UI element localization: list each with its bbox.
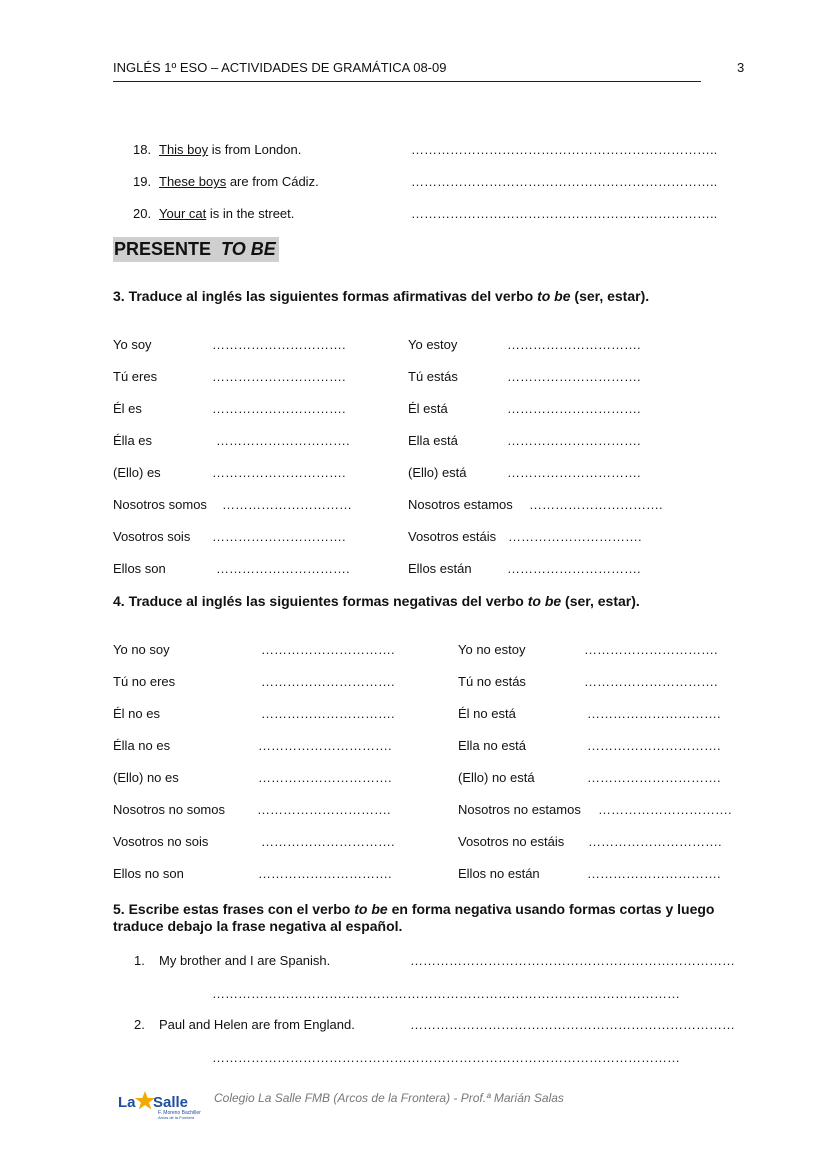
answer-line[interactable]: ………………………… <box>222 497 352 512</box>
prompt-right: Nosotros no estamos <box>458 802 581 817</box>
item-number: 2. <box>134 1017 145 1032</box>
answer-line[interactable]: …………………………. <box>258 738 392 753</box>
prompt-left: Yo no soy <box>113 642 170 657</box>
logo-graphic <box>118 1088 208 1122</box>
heading-text: 5. Escribe estas frases con el verbo <box>113 901 355 917</box>
prompt-left: Nosotros no somos <box>113 802 225 817</box>
underlined-subject: Your cat <box>159 206 207 221</box>
answer-line[interactable]: …………………………. <box>507 401 641 416</box>
sentence-rest: are from Cádiz. <box>226 174 319 189</box>
prompt-left: Él es <box>113 401 142 416</box>
item-sentence <box>159 142 301 157</box>
prompt-left: Tú no eres <box>113 674 176 689</box>
page-header-title: INGLÉS 1º ESO – ACTIVIDADES DE GRAMÁTICA 08-09 <box>113 60 447 75</box>
answer-line[interactable]: …………………………. <box>507 561 641 576</box>
item-sentence: My brother and I are Spanish. <box>159 953 331 968</box>
prompt-left: (Ello) es <box>113 465 161 480</box>
underlined-subject: This boy <box>159 142 209 157</box>
prompt-right: Ellos están <box>408 561 472 576</box>
answer-line[interactable]: …………………………. <box>587 738 721 753</box>
prompt-right: Tú no estás <box>458 674 526 689</box>
answer-line[interactable]: …………………………. <box>587 706 721 721</box>
heading-text: 3. Traduce al inglés las siguientes formas afirmativas del verbo <box>113 288 538 304</box>
answer-line[interactable]: …………………………. <box>212 369 346 384</box>
svg-text:F. Moreno Bachiller: F. Moreno Bachiller <box>158 1110 201 1116</box>
la-salle-logo <box>118 1088 208 1122</box>
prompt-right: Ella no está <box>458 738 526 753</box>
heading-emphasis: to be <box>537 288 571 304</box>
section-title-italic: TO BE <box>221 239 276 259</box>
heading-text: (ser, estar). <box>561 593 640 609</box>
answer-line[interactable]: …………………………. <box>261 674 395 689</box>
answer-line[interactable]: …………………………. <box>507 337 641 352</box>
answer-line[interactable]: …………………………. <box>257 802 391 817</box>
answer-line[interactable]: …………………………. <box>261 706 395 721</box>
exercise-4-heading <box>113 593 640 609</box>
underlined-subject: These boys <box>159 174 227 189</box>
item-sentence <box>159 206 294 221</box>
answer-line[interactable]: …………………………. <box>587 866 721 881</box>
prompt-right: Tú estás <box>408 369 458 384</box>
page-number: 3 <box>737 60 745 75</box>
prompt-right: Vosotros estáis <box>408 529 497 544</box>
prompt-right: Yo estoy <box>408 337 458 352</box>
translation-line[interactable]: ……………………………………………………………………………………………… <box>212 986 680 1001</box>
heading-emphasis: to be <box>527 593 562 609</box>
item-sentence: Paul and Helen are from England. <box>159 1017 355 1032</box>
answer-line[interactable]: …………………………. <box>587 770 721 785</box>
answer-line[interactable]: …………………………. <box>212 465 346 480</box>
answer-line[interactable]: …………………………. <box>258 770 392 785</box>
item-number: 18. <box>133 142 152 157</box>
prompt-right: Yo no estoy <box>458 642 526 657</box>
answer-line[interactable]: …………………………. <box>598 802 732 817</box>
prompt-left: Yo soy <box>113 337 152 352</box>
prompt-left: Vosotros no sois <box>113 834 209 849</box>
answer-line[interactable]: ………………………………………………………………… <box>410 953 735 968</box>
answer-line[interactable]: …………………………. <box>212 401 346 416</box>
item-number: 20. <box>133 206 152 221</box>
prompt-left: (Ello) no es <box>113 770 179 785</box>
item-number: 1. <box>134 953 145 968</box>
answer-line[interactable]: …………………………. <box>507 465 641 480</box>
heading-text: (ser, estar). <box>570 288 650 304</box>
exercise-5-heading-line2: traduce debajo la frase negativa al español. <box>113 918 403 934</box>
item-number: 19. <box>133 174 152 189</box>
footer-credit: Colegio La Salle FMB (Arcos de la Frontera) - Prof.ª Marián Salas <box>214 1091 564 1105</box>
translation-line[interactable]: ……………………………………………………………………………………………… <box>212 1050 680 1065</box>
answer-line[interactable]: …………………………. <box>507 433 641 448</box>
prompt-left: Vosotros sois <box>113 529 191 544</box>
answer-line[interactable]: …………………………. <box>507 369 641 384</box>
prompt-left: Ellos son <box>113 561 166 576</box>
answer-line[interactable]: …………………………. <box>216 561 350 576</box>
answer-line[interactable]: …………………………. <box>529 497 663 512</box>
section-title <box>113 237 279 262</box>
prompt-left: Ellos no son <box>113 866 184 881</box>
answer-line[interactable]: …………………………. <box>212 337 346 352</box>
prompt-right: (Ello) no está <box>458 770 535 785</box>
answer-line[interactable]: …………………………. <box>584 674 718 689</box>
prompt-right: (Ello) está <box>408 465 467 480</box>
heading-text: en forma negativa usando formas cortas y luego <box>387 901 715 917</box>
item-sentence <box>159 174 319 189</box>
answer-line[interactable]: …………………………. <box>508 529 642 544</box>
svg-text:Salle: Salle <box>153 1094 189 1111</box>
prompt-right: Ellos no están <box>458 866 540 881</box>
heading-text: 4. Traduce al inglés las siguientes formas negativas del verbo <box>113 593 528 609</box>
answer-line[interactable]: …………………………. <box>212 529 346 544</box>
answer-line[interactable]: …………………………. <box>258 866 392 881</box>
prompt-left: Élla es <box>113 433 153 448</box>
svg-text:La: La <box>118 1094 136 1111</box>
answer-line[interactable]: ………………………………………………………………… <box>410 1017 735 1032</box>
heading-emphasis: to be <box>354 901 388 917</box>
exercise-5-heading <box>113 901 714 917</box>
prompt-left: Él no es <box>113 706 160 721</box>
prompt-right: Él no está <box>458 706 516 721</box>
answer-line[interactable]: …………………………. <box>261 834 395 849</box>
sentence-rest: is in the street. <box>206 206 295 221</box>
answer-line[interactable]: …………………………. <box>261 642 395 657</box>
prompt-left: Tú eres <box>113 369 158 384</box>
prompt-left: Nosotros somos <box>113 497 207 512</box>
section-title-plain: PRESENTE <box>114 239 222 259</box>
prompt-right: Ella está <box>408 433 458 448</box>
answer-line[interactable]: …………………………………………………………….. <box>411 142 718 157</box>
prompt-right: Vosotros no estáis <box>458 834 565 849</box>
exercise-3-heading <box>113 288 649 304</box>
header-rule <box>113 81 701 82</box>
answer-line[interactable]: …………………………. <box>588 834 722 849</box>
answer-line[interactable]: …………………………………………………………….. <box>411 206 718 221</box>
answer-line[interactable]: …………………………. <box>584 642 718 657</box>
sentence-rest: is from London. <box>208 142 302 157</box>
answer-line[interactable]: …………………………………………………………….. <box>411 174 718 189</box>
prompt-right: Él está <box>408 401 448 416</box>
svg-text:Arcos de la Frontera: Arcos de la Frontera <box>158 1115 195 1120</box>
prompt-right: Nosotros estamos <box>408 497 513 512</box>
prompt-left: Élla no es <box>113 738 171 753</box>
answer-line[interactable]: …………………………. <box>216 433 350 448</box>
